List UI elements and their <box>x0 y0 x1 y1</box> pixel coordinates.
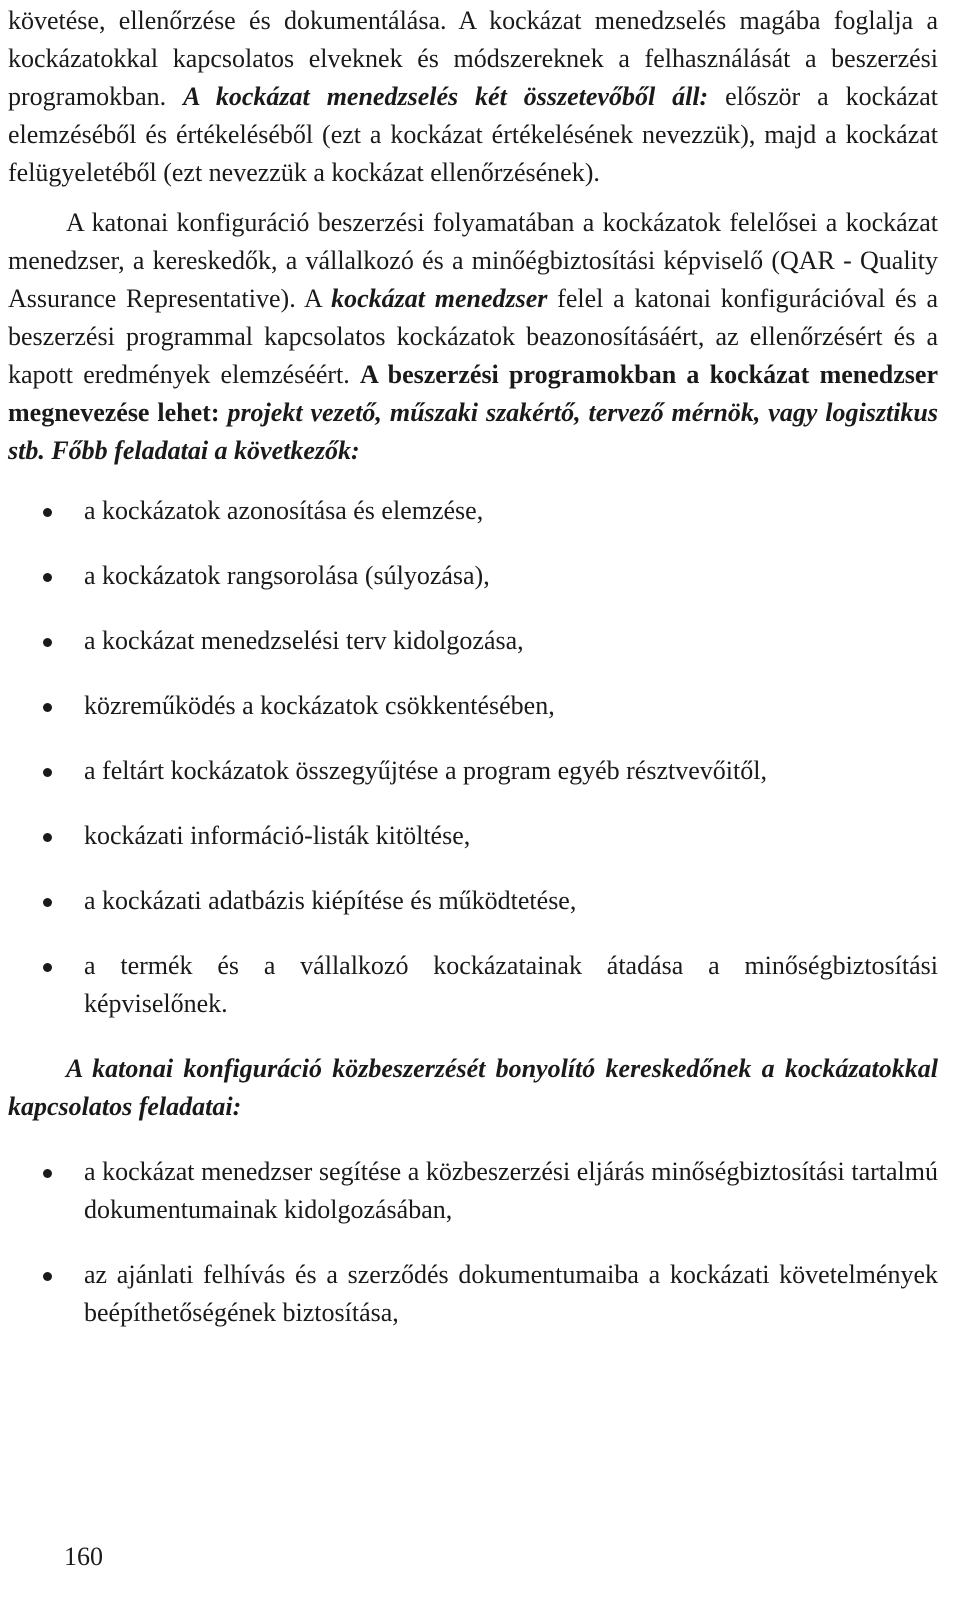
list-item <box>8 622 938 660</box>
list-item-text: a kockázatok rangsorolása (súlyozása), <box>84 561 490 590</box>
bullet-icon <box>43 638 52 647</box>
bullet-icon <box>43 768 52 777</box>
list-item <box>8 687 938 725</box>
bold-text: A beszerzési programokban a kockázat menedzser megnevezése lehet: <box>8 360 938 427</box>
page-number: 160 <box>64 1542 103 1571</box>
text-run: követése, ellenőrzése és dokumentálása. A kockázat menedzselés magába foglalja a kockázatokkal kapcsolatos elveknek és módszereknek a felhasználását a beszerzési programokban. <box>8 6 938 111</box>
risk-manager-tasks-list <box>8 492 938 1023</box>
list-item-text: a kockázatok azonosítása és elemzése, <box>84 496 484 525</box>
list-item-text: közreműködés a kockázatok csökkentésében, <box>84 691 555 720</box>
list-item-text: a feltárt kockázatok összegyűjtése a program egyéb résztvevőitől, <box>84 756 767 785</box>
list-item-text: kockázati információ-listák kitöltése, <box>84 821 471 850</box>
bullet-icon <box>43 898 52 907</box>
paragraph-intro <box>8 2 938 192</box>
bullet-icon <box>43 1169 52 1178</box>
list-item <box>8 752 938 790</box>
emphasis-text: kockázat menedzser <box>331 284 548 313</box>
text-run: A katonai konfiguráció beszerzési folyamatában a kockázatok felelősei a kockázat menedzser, a kereskedők, a vállalkozó és a minőégbiztosítási képviselő (QAR - Quality Assurance Representative). A <box>8 208 938 313</box>
list-item <box>8 817 938 855</box>
bullet-icon <box>43 1272 52 1281</box>
bullet-icon <box>43 573 52 582</box>
bullet-icon <box>43 508 52 517</box>
text-run: felel a katonai konfigurációval és a beszerzési programmal kapcsolatos kockázatok beazonosításáért, az ellenőrzésért és a kapott eredmények elemzéséért. <box>8 284 938 389</box>
trader-tasks-list <box>8 1153 938 1332</box>
list-item <box>8 882 938 920</box>
list-item <box>8 947 938 1023</box>
list-item <box>8 1153 938 1229</box>
list-item-text: a kockázat menedzser segítése a közbeszerzési eljárás minőségbiztosítási tartalmú dokumentumainak kidolgozásában, <box>84 1157 938 1224</box>
list-item-text: az ajánlati felhívás és a szerződés dokumentumaiba a kockázati követelmények beépíthetőségének biztosítása, <box>84 1260 938 1327</box>
list-item <box>8 1256 938 1332</box>
bullet-icon <box>43 703 52 712</box>
section-heading: A katonai konfiguráció közbeszerzését bonyolító kereskedőnek a kockázatokkal kapcsolatos feladatai: <box>8 1054 938 1121</box>
bullet-icon <box>43 833 52 842</box>
list-item-text: a termék és a vállalkozó kockázatainak átadása a minőségbiztosítási képviselőnek. <box>84 951 938 1018</box>
list-item <box>8 492 938 530</box>
emphasis-text: A kockázat menedzselés két összetevőből áll: <box>183 82 709 111</box>
list-item <box>8 557 938 595</box>
emphasis-text: projekt vezető, műszaki szakértő, tervező mérnök, vagy logisztikus stb. Főbb feladatai a következők: <box>8 398 939 465</box>
list-item-text: a kockázati adatbázis kiépítése és működtetése, <box>84 886 577 915</box>
text-run: először a kockázat elemzéséből és értékeléséből (ezt a kockázat értékelésének nevezzük), majd a kockázat felügyeletéből (ezt nevezzük a kockázat ellenőrzésének). <box>8 82 938 187</box>
document-page <box>8 2 938 1359</box>
paragraph-risk-owners <box>8 204 938 470</box>
list-item-text: a kockázat menedzselési terv kidolgozása, <box>84 626 524 655</box>
bullet-icon <box>43 963 52 972</box>
